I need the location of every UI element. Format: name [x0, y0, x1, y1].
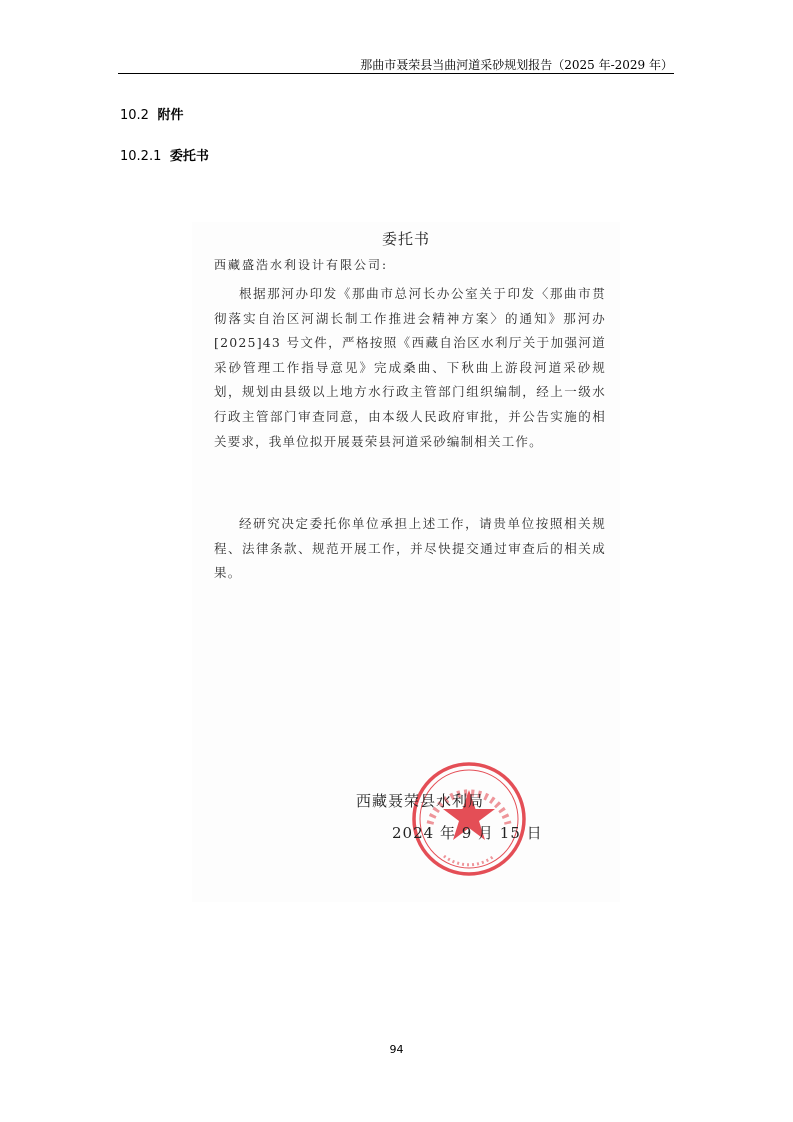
page-number: 94: [389, 1043, 404, 1056]
section-heading-10-2-1: [120, 145, 209, 164]
letter-title: 委托书: [381, 230, 430, 248]
official-seal-icon: [410, 760, 528, 878]
signature-date: 2024 年 9 月 15 日: [392, 824, 543, 842]
section-number: 10.2.1: [120, 149, 162, 164]
signature-organization: 西藏聂荣县水利局: [356, 792, 485, 810]
letter-paragraph: 经研究决定委托你单位承担上述工作，请贵单位按照相关规程、法律条款、规范开展工作，并尽快提交通过审查后的相关成果。: [214, 516, 606, 581]
header-rule: [118, 73, 674, 74]
letter-addressee: 西藏盛浩水利设计有限公司:: [214, 258, 389, 272]
section-title: 委托书: [169, 149, 209, 164]
header-title: 那曲市聂荣县当曲河道采砂规划报告（2025 年-2029 年）: [360, 58, 673, 72]
section-heading-10-2: [120, 104, 184, 123]
section-number: 10.2: [120, 108, 149, 123]
scanned-letter: [192, 222, 620, 902]
letter-paragraph: 根据那河办印发《那曲市总河长办公室关于印发〈那曲市贯彻落实自治区河湖长制工作推进会精神方案〉的通知》那河办[2025]43 号文件，严格按照《西藏自治区水利厅关于加强河道采砂管理工作指导意见》完成桑曲、下秋曲上游段河道采砂规划，规划由县级以上地方水行政主管部门组织编制，经上一级水行政主管部门审查同意，由本级人民政府审批，并公告实施的相关要求，我单位拟开展聂荣县河道采砂编制相关工作。: [214, 286, 606, 449]
section-title: 附件: [157, 108, 184, 123]
